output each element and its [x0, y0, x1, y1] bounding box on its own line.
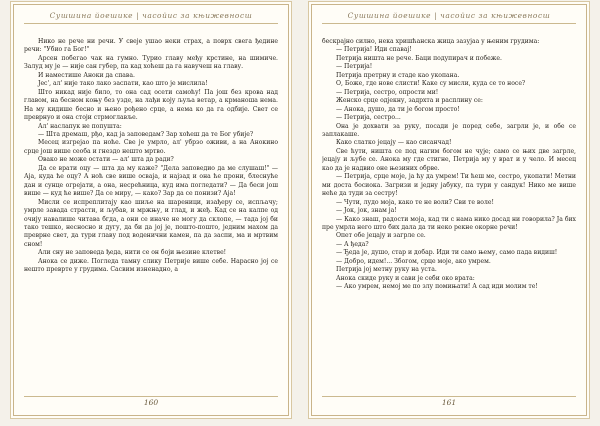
page-number: 161 [441, 398, 457, 407]
paragraph: — Шта дремаш, рђо, кад ја заповедам? Зар хоћеш да те Бог убије? [38, 130, 254, 138]
paragraph: — Анока, душо, да ти је богом просто! [336, 105, 460, 113]
paragraph: Мисли се испреплитају као шиље на шареници, изађеру се, испљачу; умрле завада страсти, и љубав, и мржњу, и глад, и жеђ. Кад се на калпе од очију навалише читава бгда, а они се иначе не могу да склопе, — тада јој би тако тешко, несносно и дугу, да би да јој је, пошто-пошто, једним махом да преврне свет, да тури главу под воденични камен, па да заспи, ма и мртвим сном! [24, 198, 278, 248]
paragraph: Опет обе јецају и загрле се. [336, 232, 426, 240]
paragraph: О, Боже, где нове слисти! Каке су мисли, куда се то носе? [336, 80, 526, 88]
paragraph: Петрија претрну и стаде као укопана. [336, 71, 460, 79]
paragraph: — Петрија! [336, 63, 373, 71]
paragraph: Месец изгрејао па ноће. Све је умрло, ал' убрзо оживи, а на Анокино срце још више сеоба и гнездо нешто мртво. [24, 139, 278, 155]
page-body [24, 38, 278, 390]
paragraph: — Петрија, сестро, опрости ми! [336, 88, 439, 96]
paragraph: бескрајно силно, нека хришћанска жица зазујаа у њеним грудима: [322, 38, 540, 45]
paragraph: Анока се диже. Погледа тамну слику Петрије више себе. Нарасно јој се нешто преврте у грудима. Сасвим изненадно, а [24, 257, 278, 274]
paragraph: — Како знаш, радости моја, кад ти с нама нико досад ни говорила? Ја бих пре умрла него што бих дала да ти неко рекне окорне речи! [322, 215, 576, 231]
paragraph: — А ђеда? [336, 240, 369, 248]
paragraph: Да се врати оцу — шта да му каже? "Дела заповедио да ме слушаш!" — Аја, куда ће оцу? А ноћ све више осваја, и најзад и она ће прони, блеснуће дан и сунце огрејати, а она, несрећница, куд има погледати? — Да беси још више — куд ће више? Да се миру, — како? Зар да се понизи? Аја! [24, 164, 278, 198]
paragraph: Све ћути, ништа се под нагим богом не чује; само се њих две загрле, јецају и љубе се. Анока му где стигне, Петрија му у врат и у чело. И месец као да је надвио оне њезиних обрве. [322, 147, 576, 172]
paragraph: Анока скиде руку и сави је себи око врата: [336, 274, 475, 282]
page-number: 160 [143, 398, 159, 407]
paragraph: — Добро, идем!... Збогом, срце моје, ако умрем. [336, 257, 491, 265]
footer-rule [24, 396, 278, 397]
right-page [311, 4, 587, 416]
paragraph: — Ако умрем, немој ме по злу помињати! А сад иди молим те! [336, 283, 538, 291]
paragraph: Петрија ништа не рече. Баци подупирач и побеже. [336, 54, 502, 62]
running-head: Сушшина йоешике | часойис за књижевносш [322, 11, 576, 24]
paragraph: Нико не рече ни речи. У свеје ушао неки страх, а поврх свега ђедине речи: "Убио га Бог!" [24, 38, 278, 54]
paragraph: Али сну не заповеда ђеда, нити се он боји њезине клетве! [38, 249, 227, 257]
paragraph: Јес', ал' није тако лако заспати, као што је мислила! [38, 80, 208, 88]
paragraph: — Петрија! Иди спавај! [336, 46, 412, 54]
paragraph: Што никад није било, то она сад осети самоћу! Па још без крова над главом, на бесном коњу без узде, на лађи коју љуља ветар, а крманоша нема. На му кидише бесно и њено рођено срце, а нема ко да га одбије. Свет се преврнуо и она стоји стрмоглавље. [24, 88, 278, 122]
paragraph: Ал' наслапук не попушта: [38, 122, 122, 130]
left-page [13, 4, 289, 416]
paragraph: Арсен побегао чак на гумно. Турио главу међу крстине, на шимиче. Залуд му је — није сан губер, па кад хоћеш да га навучеш на главу. [24, 54, 278, 71]
paragraph: — Јок, јок, знам ја! [336, 207, 397, 215]
paragraph: И наместише Аноки да спава. [38, 71, 135, 79]
paragraph: — Ђеда је, душо, стар и добар. Иди ти само њему, само пада видиш! [336, 249, 558, 257]
paragraph: Како слатко јецају — као сисанчад! [336, 139, 452, 147]
paragraph: — Петрија, срце моје, ја ћу да умрем! Ти ћеш ме, сестро, укопати! Метни ми доста босиока. Загризи и једну јабуку, па тури у сандук! Нико ме више неће да туди за сестру! [322, 173, 576, 198]
paragraph: Петрија јој метну руку на уста. [336, 266, 437, 274]
paragraph: Женско срце одјекну, задрхта и расплину се: [336, 97, 483, 105]
paragraph: — Чути, лудо моја, како те не воли? Сви те воле! [336, 198, 494, 206]
paragraph: Она је дохвати за руку, посади је поред себе, загрли је, и обе се заплакаше. [322, 122, 576, 138]
page-body [322, 38, 576, 390]
paragraph: Овако не може остати — ал' шта да ради? [38, 156, 174, 164]
footer-rule [322, 396, 576, 397]
running-head: Сушшина йоешике | часойис за књижевносш [24, 11, 278, 24]
paragraph: — Петрија, сестро... [336, 114, 401, 122]
